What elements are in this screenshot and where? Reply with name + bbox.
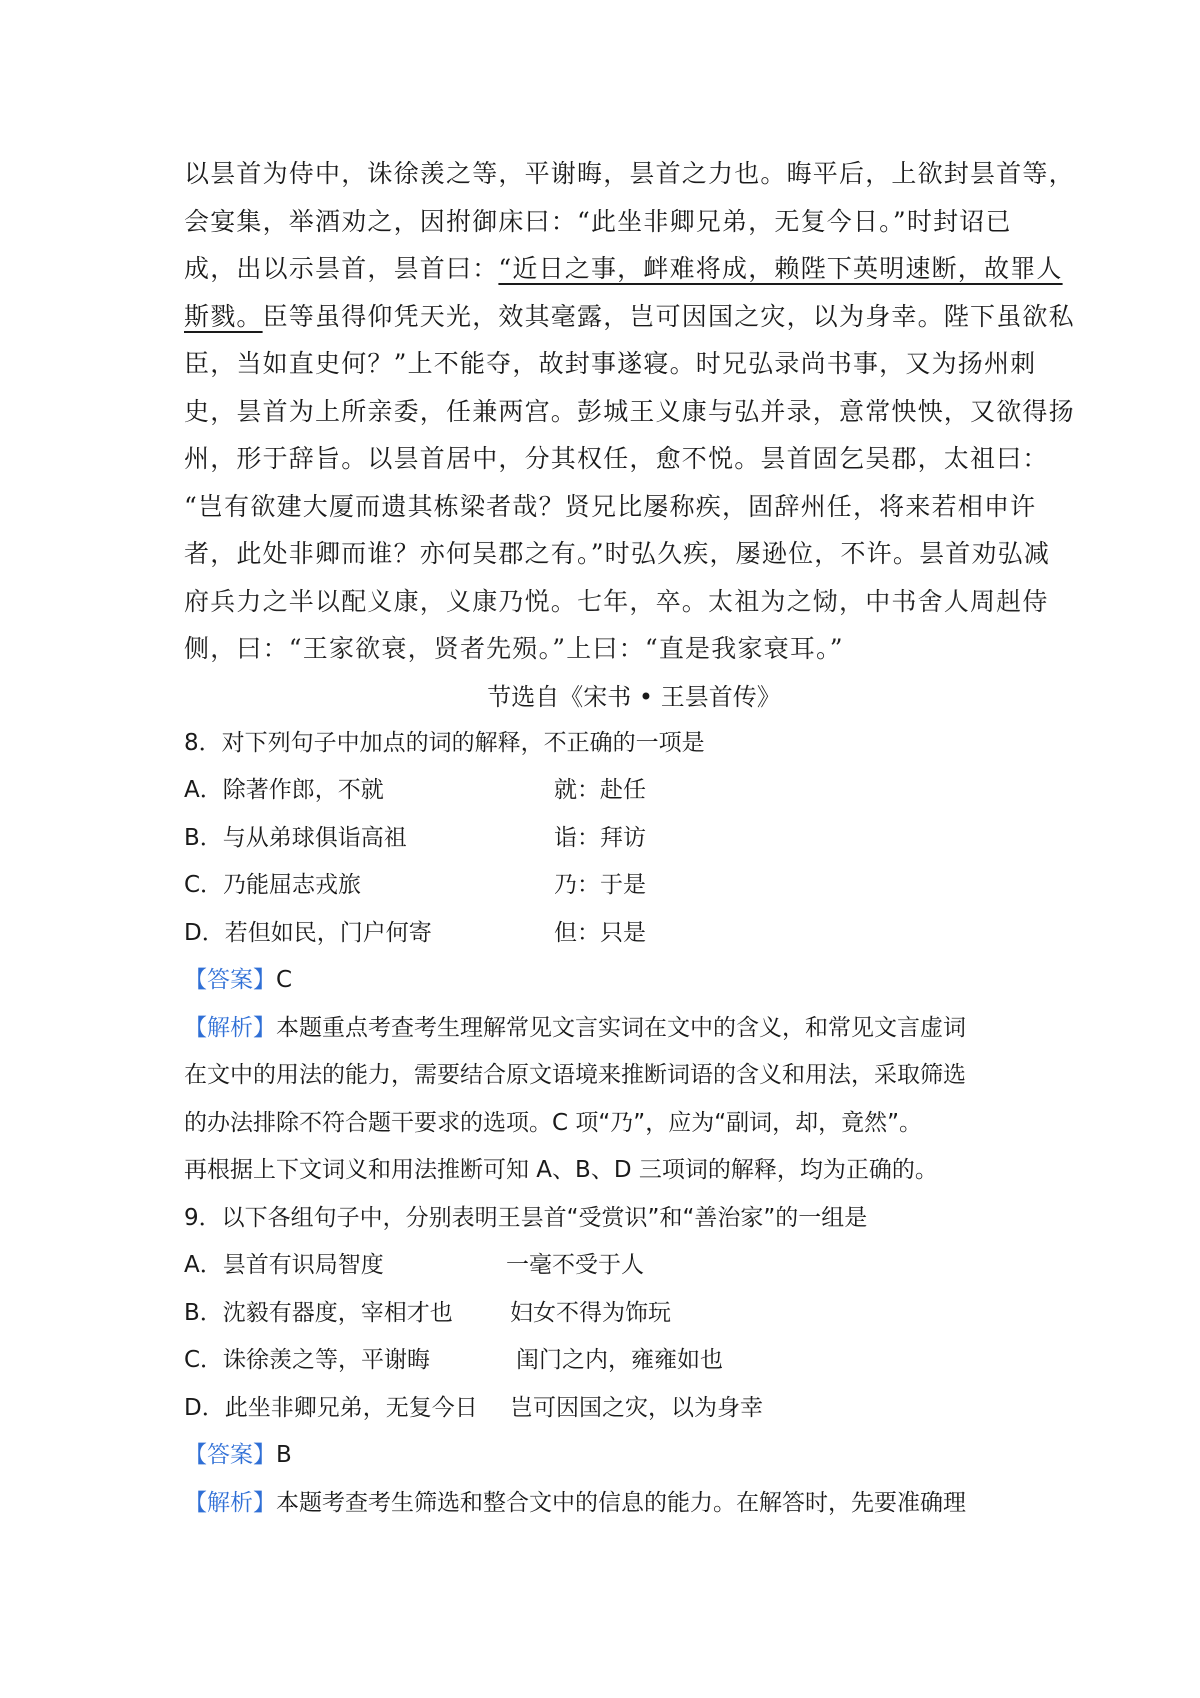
underlined-sentence-end: 斯戮。 — [184, 301, 263, 331]
option-gloss: 妇女不得为饰玩 — [510, 1299, 671, 1326]
passage-text: 成，出以示昙首，昙首曰： — [184, 254, 499, 283]
underlined-sentence: “近日之事，衅难将成，赖陛下英明速断，故罪人 — [498, 254, 1063, 283]
option-row — [184, 1337, 1024, 1385]
analysis-line — [184, 1005, 1024, 1053]
option-gloss: 岂可因国之灾，以为身幸 — [510, 1394, 763, 1421]
analysis-tag: 【解析】 — [184, 1014, 276, 1041]
option-row — [184, 862, 1024, 910]
option-row — [184, 815, 1024, 863]
option-label: B．与从弟球俱诣高祖 — [184, 824, 407, 851]
answer-line — [184, 1432, 1024, 1480]
option-label: D．此坐非卿兄弟，无复今日 — [184, 1394, 478, 1421]
option-row — [184, 1242, 1024, 1290]
option-row — [184, 910, 1024, 958]
option-gloss: 闺门之内，雍雍如也 — [516, 1347, 723, 1373]
passage-source: 节选自《宋书 • 王昙首传》 — [487, 682, 781, 711]
option-gloss: 就：赴任 — [554, 777, 646, 803]
option-gloss: 但：只是 — [554, 919, 646, 946]
option-gloss: 一毫不受于人 — [506, 1252, 644, 1278]
passage-text: 臣等虽得仰凭天光，效其毫露，岂可因国之灾，以为身幸。陛下虽欲私 — [262, 301, 1075, 331]
answer-line — [184, 957, 1024, 1005]
question-stem: 9．以下各组句子中，分别表明王昙首“受赏识”和“善治家”的一组是 — [184, 1204, 868, 1231]
question-8 — [184, 720, 1024, 1195]
passage-line: 会宴集，举酒劝之，因拊御床曰：“此坐非卿兄弟，无复今日。”时封诏已 — [184, 206, 1012, 236]
analysis-line: 的办法排除不符合题干要求的选项。C 项“乃”，应为“副词，却，竟然”。 — [184, 1109, 923, 1136]
option-label: C．乃能屈志戎旅 — [184, 872, 362, 898]
content-area — [184, 150, 1075, 1527]
answer-tag: 【答案】 — [184, 967, 276, 993]
option-row — [184, 767, 1024, 815]
question-9 — [184, 1195, 1024, 1528]
analysis-line: 再根据上下文词义和用法推断可知 A、B、D 三项词的解释，均为正确的。 — [184, 1157, 938, 1183]
passage-line: 史，昙首为上所亲委，任兼两宫。彭城王义康与弘并录，意常怏怏，又欲得扬 — [184, 396, 1075, 426]
option-gloss: 诣：拜访 — [554, 824, 646, 851]
question-stem: 8．对下列句子中加点的词的解释，不正确的一项是 — [184, 729, 705, 756]
analysis-block — [184, 1005, 1024, 1195]
passage-line: 侧，曰：“王家欲衰，贤者先殒。”上曰：“直是我家衰耳。” — [184, 634, 844, 663]
option-label: B．沈毅有器度，宰相才也 — [184, 1299, 453, 1326]
analysis-text: 本题考查考生筛选和整合文中的信息的能力。在解答时，先要准确理 — [276, 1489, 966, 1516]
passage-line — [184, 245, 1063, 293]
passage-line: “岂有欲建大厦而遗其栋梁者哉？贤兄比屡称疾，固辞州任，将来若相申许 — [184, 491, 1037, 521]
option-gloss: 乃：于是 — [554, 872, 646, 898]
option-label: D．若但如民，门户何寄 — [184, 919, 432, 946]
option-row — [184, 1290, 1024, 1338]
passage-line: 以昙首为侍中，诛徐羡之等，平谢晦，昙首之力也。晦平后，上欲封昙首等， — [184, 159, 1075, 188]
passage-line: 州，形于辞旨。以昙首居中，分其权任，愈不悦。昙首固乞吴郡，太祖曰： — [184, 444, 1049, 473]
option-label: A．除著作郎，不就 — [184, 777, 384, 803]
analysis-tag: 【解析】 — [184, 1489, 276, 1516]
passage-line: 者，此处非卿而谁？亦何吴郡之有。”时弘久疾，屡逊位，不许。昙首劝弘减 — [184, 539, 1051, 568]
analysis-line — [184, 1480, 1024, 1528]
classical-passage — [184, 150, 1075, 673]
option-label: A．昙首有识局智度 — [184, 1252, 384, 1278]
analysis-text: 本题重点考查考生理解常见文言实词在文中的含义，和常见文言虚词 — [276, 1014, 966, 1041]
answer-value: B — [276, 1442, 292, 1468]
option-label: C．诛徐羡之等，平谢晦 — [184, 1347, 431, 1373]
answer-tag: 【答案】 — [184, 1442, 276, 1468]
passage-line: 臣，当如直史何？”上不能夺，故封事遂寝。时兄弘录尚书事，又为扬州刺 — [184, 349, 1037, 378]
option-row — [184, 1385, 1024, 1433]
analysis-block — [184, 1480, 1024, 1528]
passage-line: 府兵力之半以配义康，义康乃悦。七年，卒。太祖为之恸，中书舍人周赳侍 — [184, 586, 1049, 616]
passage-line — [184, 293, 1075, 341]
answer-value: C — [276, 967, 293, 993]
analysis-line: 在文中的用法的能力，需要结合原文语境来推断词语的含义和用法，采取筛选 — [184, 1062, 966, 1088]
